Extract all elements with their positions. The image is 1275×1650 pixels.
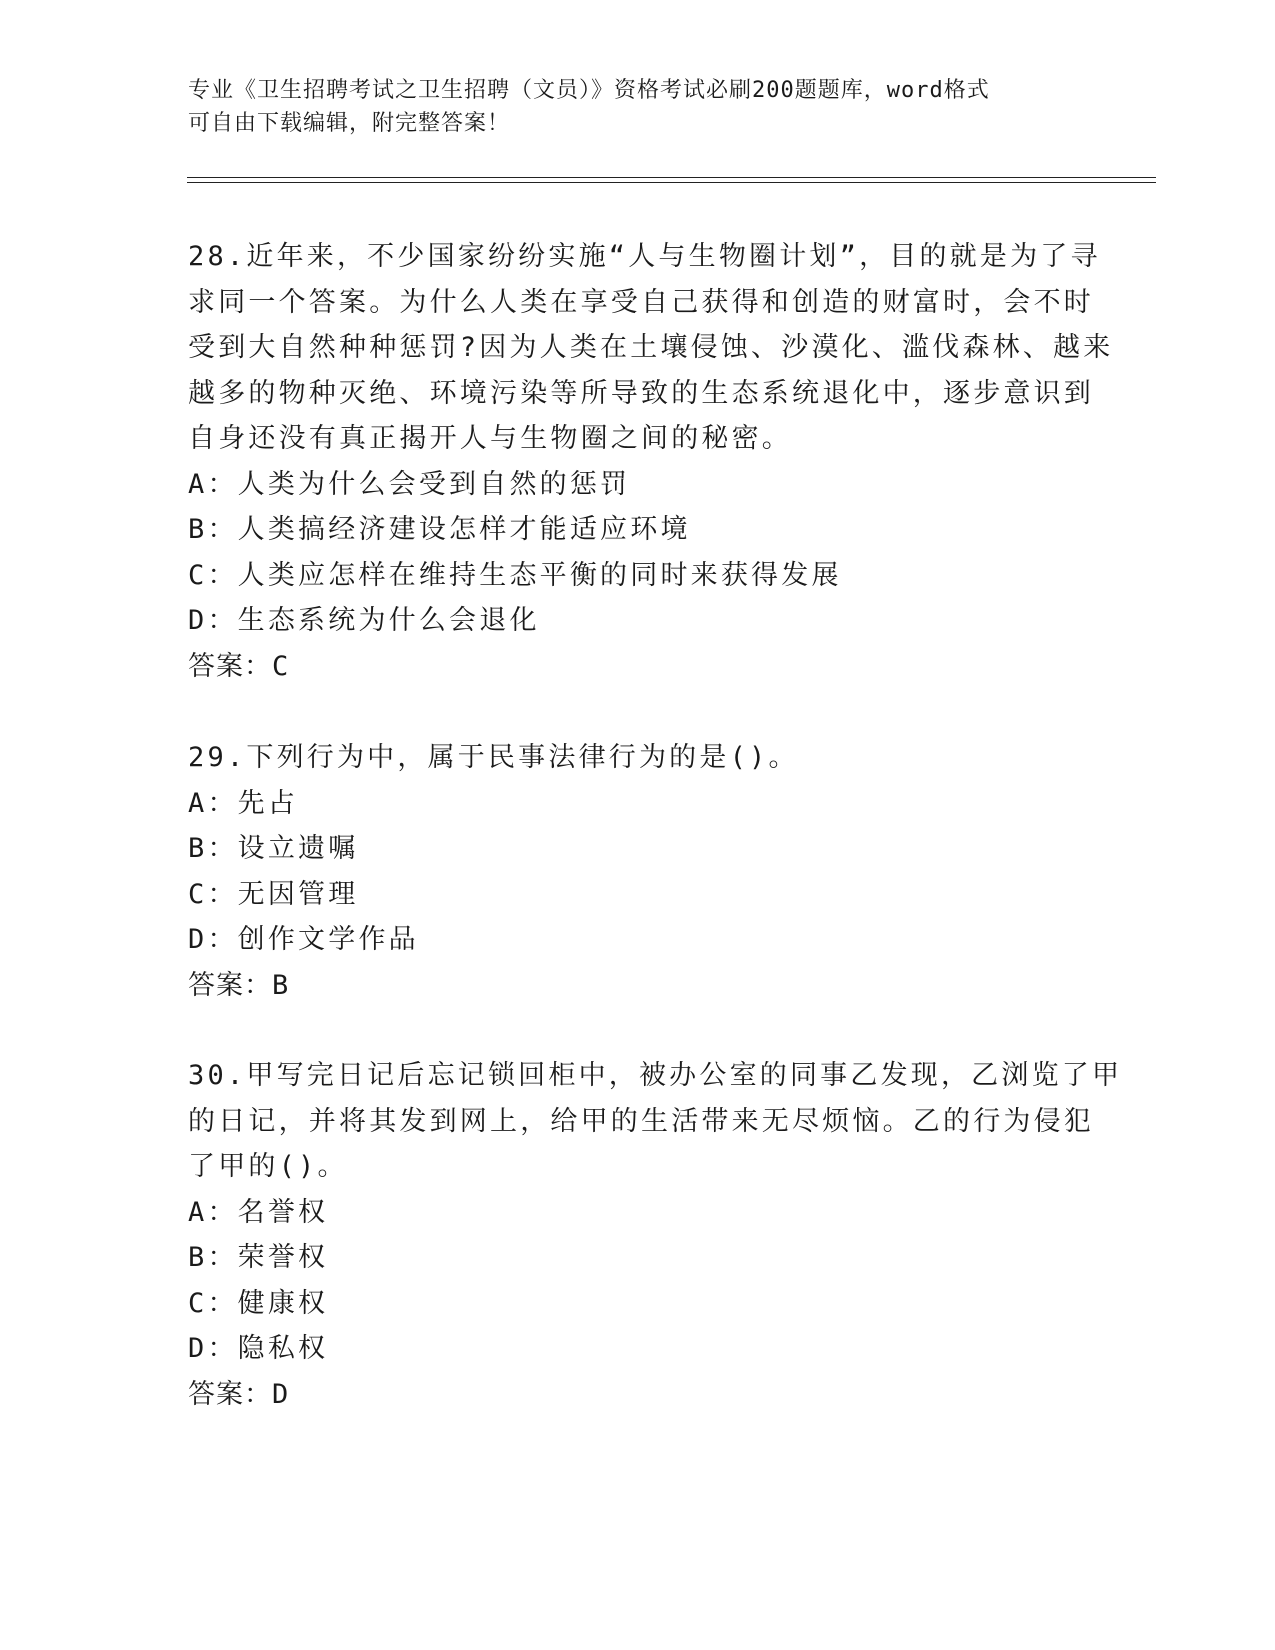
question-text-line: 29.下列行为中，属于民事法律行为的是()。 [188,742,799,773]
option-a: A：人类为什么会受到自然的惩罚 [188,468,631,500]
question-text-line: 受到大自然种种惩罚?因为人类在土壤侵蚀、沙漠化、滥伐森林、越来 [188,332,1114,363]
option-a: A：名誉权 [188,1196,329,1228]
option-c: C：健康权 [188,1287,329,1319]
question-28 [188,234,1114,689]
question-29 [188,735,1088,1008]
option-d: D：生态系统为什么会退化 [188,605,540,636]
question-text-line: 求同一个答案。为什么人类在享受自己获得和创造的财富时，会不时 [188,286,1094,318]
header-line: 可自由下载编辑，附完整答案！ [188,111,511,136]
option-a: A：先占 [188,787,299,819]
question-text-line: 越多的物种灭绝、环境污染等所导致的生态系统退化中，逐步意识到 [188,377,1094,409]
header-divider-bottom [187,182,1156,183]
answer: 答案：C [188,650,290,682]
option-b: B：人类搞经济建设怎样才能适应环境 [188,514,691,545]
option-b: B：荣誉权 [188,1242,329,1273]
option-d: D：隐私权 [188,1333,329,1364]
header-divider-top [187,177,1156,178]
question-text-line: 的日记，并将其发到网上，给甲的生活带来无尽烦恼。乙的行为侵犯 [188,1105,1094,1137]
question-text-line: 28.近年来，不少国家纷纷实施“人与生物圈计划”，目的就是为了寻 [188,241,1101,272]
option-c: C：无因管理 [188,878,359,910]
document-header [188,74,1088,140]
option-b: B：设立遗嘱 [188,833,359,864]
question-text-line: 自身还没有真正揭开人与生物圈之间的秘密。 [188,423,792,454]
answer: 答案：D [188,1378,290,1410]
question-text-line: 了甲的()。 [188,1151,348,1182]
question-text-line: 30.甲写完日记后忘记锁回柜中，被办公室的同事乙发现，乙浏览了甲 [188,1060,1123,1091]
answer: 答案：B [188,969,290,1001]
option-c: C：人类应怎样在维持生态平衡的同时来获得发展 [188,559,842,591]
header-line: 专业《卫生招聘考试之卫生招聘（文员）》资格考试必刷200题题库，word格式 [188,78,990,103]
question-30 [188,1053,1123,1417]
option-d: D：创作文学作品 [188,924,419,955]
